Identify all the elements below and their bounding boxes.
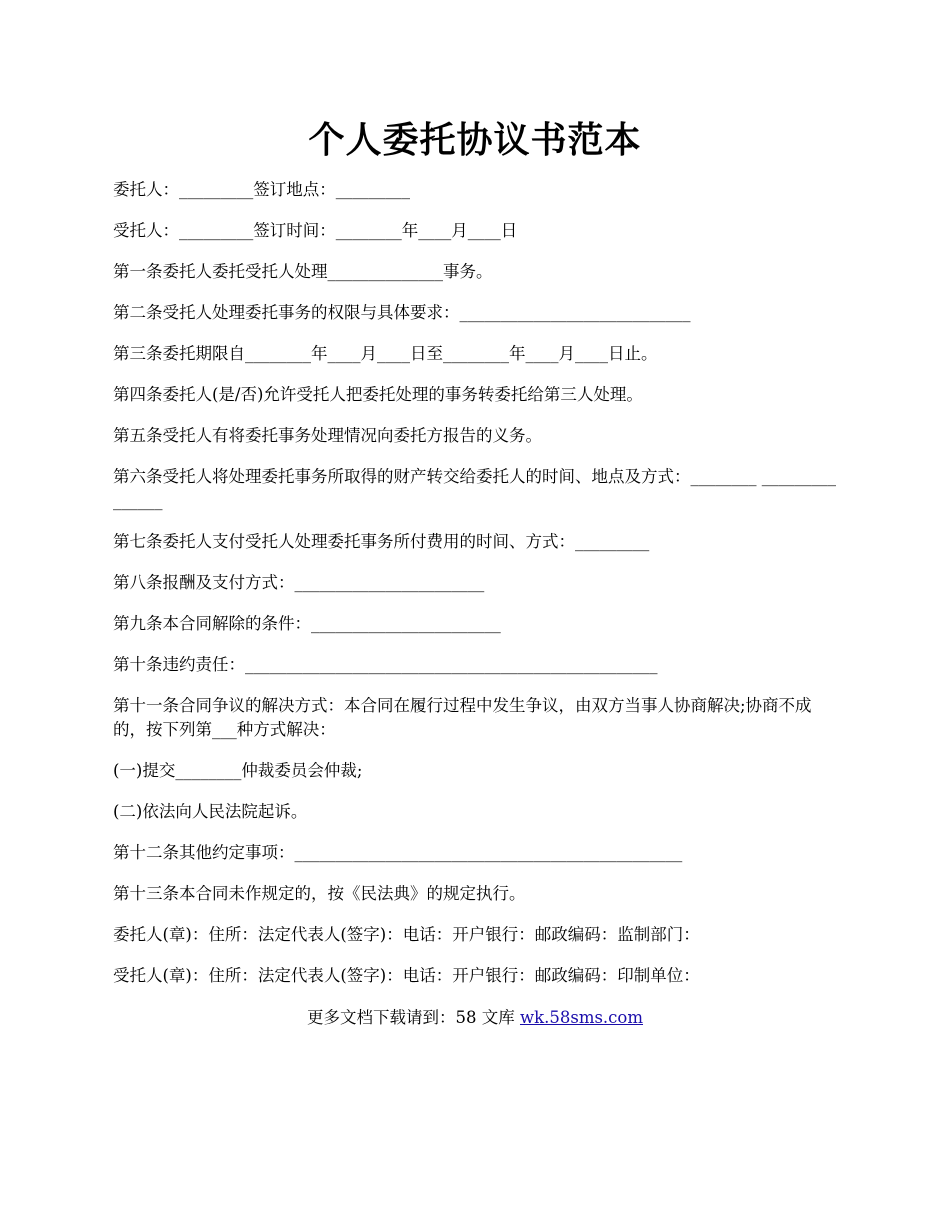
clause-5: 第五条受托人有将委托事务处理情况向委托方报告的义务。	[113, 426, 542, 445]
clause-8: 第八条报酬及支付方式：_______________________	[113, 573, 485, 592]
clause-10: 第十条违约责任：__________________________________________________	[113, 655, 658, 674]
clause-12: 第十二条其他约定事项：_______________________________________________	[113, 843, 683, 862]
clause-11-option-1: (一)提交________仲裁委员会仲裁;	[113, 761, 363, 780]
signature-trustee: 受托人(章)：住所：法定代表人(签字)：电话：开户银行：邮政编码：印制单位：	[113, 966, 700, 985]
clause-9: 第九条本合同解除的条件：_______________________	[113, 614, 501, 633]
document-body	[113, 178, 843, 988]
clause-4: 第四条委托人(是/否)允许受托人把委托处理的事务转委托给第三人处理。	[113, 385, 643, 404]
clause-11-option-2: (二)依法向人民法院起诉。	[113, 802, 308, 821]
signature-client: 委托人(章)：住所：法定代表人(签字)：电话：开户银行：邮政编码：监制部门：	[113, 925, 700, 944]
clause-3: 第三条委托期限自________年____月____日至________年____月____日止。	[113, 344, 658, 363]
clause-trustee-info: 受托人：_________签订时间：________年____月____日	[113, 221, 518, 240]
footer	[0, 1006, 950, 1030]
document-title: 个人委托协议书范本	[308, 119, 642, 161]
footer-text: 更多文档下载请到：58 文库	[306, 1008, 520, 1027]
clause-6: 第六条受托人将处理委托事务所取得的财产转交给委托人的时间、地点及方式：________ _______________	[113, 467, 836, 510]
clause-client-info: 委托人：_________签订地点：_________	[113, 180, 410, 199]
footer-link[interactable]: wk.58sms.com	[519, 1008, 643, 1027]
clause-2: 第二条受托人处理委托事务的权限与具体要求：____________________________	[113, 303, 691, 322]
clause-11: 第十一条合同争议的解决方式：本合同在履行过程中发生争议，由双方当事人协商解决;协商不成的，按下列第___种方式解决：	[113, 696, 812, 739]
clause-7: 第七条委托人支付受托人处理委托事务所付费用的时间、方式：_________	[113, 532, 650, 551]
clause-13: 第十三条本合同未作规定的，按《民法典》的规定执行。	[113, 884, 526, 903]
clause-1: 第一条委托人委托受托人处理______________事务。	[113, 262, 493, 281]
